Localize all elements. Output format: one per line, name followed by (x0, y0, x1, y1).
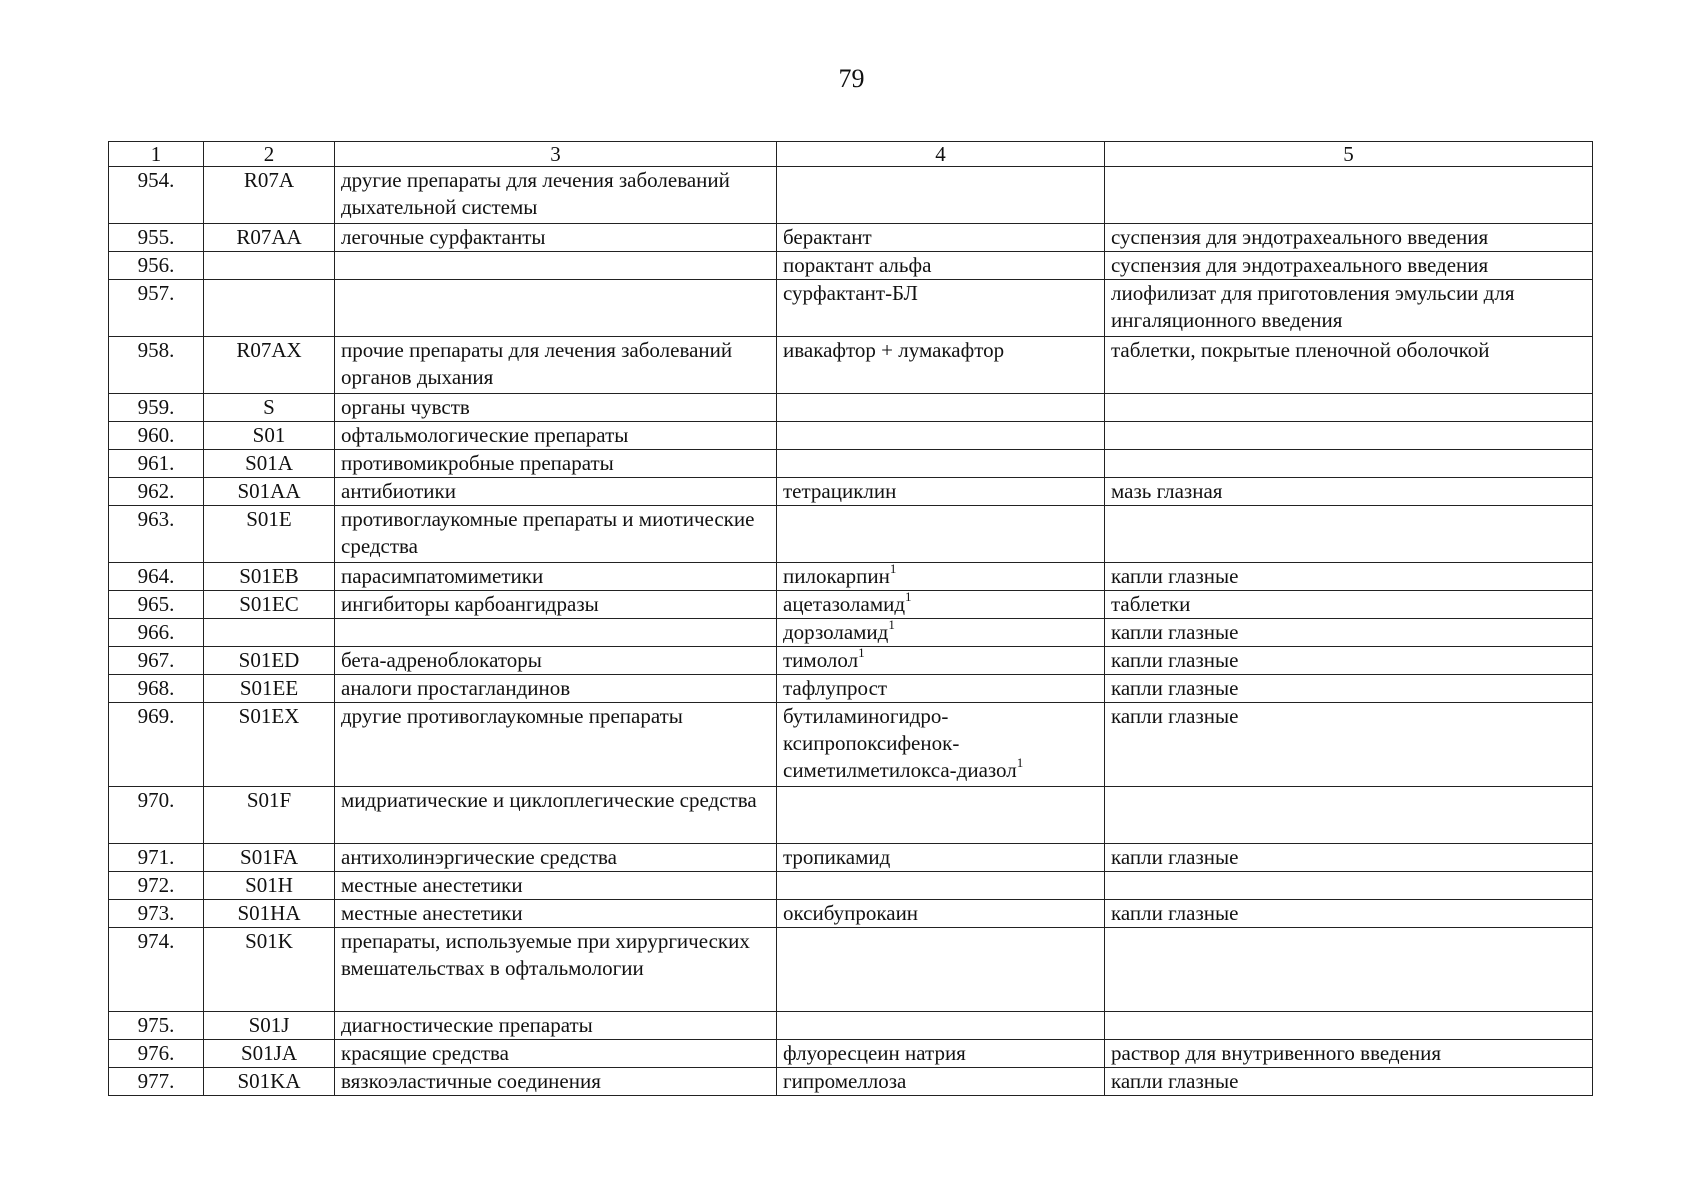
row-number-cell (109, 394, 204, 422)
row-number-cell (109, 1068, 204, 1096)
atc-group-cell-text: легочные сурфактанты (341, 225, 546, 249)
dosage-form-cell (1105, 450, 1593, 478)
atc-group-cell (335, 167, 777, 224)
row-number-cell-text: 970. (137, 788, 175, 812)
row-number-cell (109, 703, 204, 787)
atc-code-cell (204, 1040, 335, 1068)
row-number-cell (109, 224, 204, 252)
atc-code-cell-text: S01EB (239, 564, 299, 588)
row-number-cell (109, 422, 204, 450)
atc-group-cell (335, 450, 777, 478)
atc-code-cell (204, 703, 335, 787)
atc-code-cell-text: S (263, 395, 275, 419)
table-row (109, 1040, 1593, 1068)
atc-code-cell-text: S01 (252, 423, 286, 447)
row-number-cell-text: 976. (137, 1041, 175, 1065)
atc-group-cell (335, 703, 777, 787)
drug-name-cell (777, 703, 1105, 787)
footnote-marker: 1 (858, 645, 865, 660)
dosage-form-cell (1105, 844, 1593, 872)
dosage-form-cell (1105, 647, 1593, 675)
atc-group-cell (335, 872, 777, 900)
atc-group-cell-text: препараты, используемые при хирургических вмешательствах в офтальмологии (341, 929, 750, 980)
atc-group-cell (335, 280, 777, 337)
drug-name-cell (777, 675, 1105, 703)
dosage-form-cell-text: капли глазные (1111, 901, 1239, 925)
row-number-cell (109, 280, 204, 337)
dosage-form-cell (1105, 394, 1593, 422)
drug-name-cell (777, 1040, 1105, 1068)
drug-name-cell (777, 450, 1105, 478)
table-row (109, 224, 1593, 252)
row-number-cell (109, 647, 204, 675)
atc-code-cell (204, 1012, 335, 1040)
table-row (109, 619, 1593, 647)
atc-code-cell-text: S01FA (240, 845, 298, 869)
row-number-cell (109, 900, 204, 928)
drug-name-cell (777, 1068, 1105, 1096)
row-number-cell-text: 962. (137, 479, 175, 503)
drug-name-cell-text: тафлупрост (783, 676, 888, 700)
dosage-form-cell-text: таблетки, покрытые пленочной оболочкой (1111, 338, 1490, 362)
drug-name-cell (777, 252, 1105, 280)
table-row (109, 280, 1593, 337)
table-row (109, 703, 1593, 787)
drug-name-cell-text: бутиламиногидро-ксипропоксифенок-симетилметилокса-диазол (783, 704, 1017, 782)
dosage-form-cell (1105, 337, 1593, 394)
row-number-cell-text: 954. (137, 168, 175, 192)
atc-code-cell-text: R07AA (236, 225, 302, 249)
atc-code-cell-text: S01AA (237, 479, 301, 503)
atc-code-cell (204, 563, 335, 591)
atc-code-cell (204, 591, 335, 619)
drug-name-cell (777, 506, 1105, 563)
table-row (109, 647, 1593, 675)
drug-name-cell (777, 280, 1105, 337)
table-row (109, 787, 1593, 844)
table-row (109, 872, 1593, 900)
drug-name-cell (777, 787, 1105, 844)
atc-group-cell (335, 787, 777, 844)
row-number-cell (109, 844, 204, 872)
row-number-cell-text: 973. (137, 901, 175, 925)
atc-group-cell-text: местные анестетики (341, 873, 523, 897)
row-number-cell (109, 252, 204, 280)
atc-code-cell (204, 224, 335, 252)
table-row (109, 252, 1593, 280)
atc-code-cell (204, 506, 335, 563)
table-row (109, 1012, 1593, 1040)
drug-name-cell (777, 928, 1105, 1012)
atc-code-cell-text: S01A (245, 451, 293, 475)
table-row (109, 675, 1593, 703)
atc-code-cell-text: S01F (246, 788, 292, 812)
drug-name-cell (777, 337, 1105, 394)
column-header-2: 2 (204, 142, 335, 167)
row-number-cell-text: 959. (137, 395, 175, 419)
atc-group-cell-text: противомикробные препараты (341, 451, 614, 475)
table-row (109, 506, 1593, 563)
row-number-cell-text: 955. (137, 225, 175, 249)
atc-group-cell (335, 900, 777, 928)
drug-name-cell (777, 167, 1105, 224)
drug-name-cell-text: сурфактант-БЛ (783, 281, 918, 305)
dosage-form-cell (1105, 619, 1593, 647)
atc-group-cell (335, 647, 777, 675)
dosage-form-cell (1105, 900, 1593, 928)
dosage-form-cell (1105, 1068, 1593, 1096)
dosage-form-cell (1105, 563, 1593, 591)
dosage-form-cell-text: капли глазные (1111, 676, 1239, 700)
atc-group-cell (335, 478, 777, 506)
atc-code-cell (204, 675, 335, 703)
dosage-form-cell (1105, 872, 1593, 900)
atc-group-cell-text: антихолинэргические средства (341, 845, 617, 869)
atc-code-cell (204, 394, 335, 422)
table-row (109, 928, 1593, 1012)
table-row (109, 450, 1593, 478)
atc-group-cell-text: мидриатические и циклоплегические средства (341, 788, 757, 812)
footnote-marker: 1 (905, 589, 912, 604)
dosage-form-cell (1105, 591, 1593, 619)
atc-code-cell (204, 450, 335, 478)
row-number-cell-text: 971. (137, 845, 175, 869)
atc-code-cell-text: S01H (245, 873, 293, 897)
row-number-cell-text: 975. (137, 1013, 175, 1037)
atc-group-cell-text: антибиотики (341, 479, 456, 503)
dosage-form-cell-text: капли глазные (1111, 704, 1239, 728)
atc-group-cell (335, 928, 777, 1012)
dosage-form-cell (1105, 703, 1593, 787)
dosage-form-cell-text: раствор для внутривенного введения (1111, 1041, 1442, 1065)
drug-name-cell-text: берактант (783, 225, 872, 249)
atc-group-cell (335, 619, 777, 647)
atc-code-cell-text: S01J (248, 1013, 290, 1037)
table-row (109, 167, 1593, 224)
row-number-cell-text: 964. (137, 564, 175, 588)
row-number-cell-text: 957. (137, 281, 175, 305)
atc-code-cell-text: S01EC (239, 592, 299, 616)
atc-code-cell-text: S01JA (240, 1041, 298, 1065)
dosage-form-cell (1105, 252, 1593, 280)
atc-group-cell-text: ингибиторы карбоангидразы (341, 592, 599, 616)
row-number-cell (109, 928, 204, 1012)
atc-code-cell (204, 422, 335, 450)
page-number: 79 (838, 64, 865, 93)
column-header-5: 5 (1105, 142, 1593, 167)
table-row (109, 563, 1593, 591)
atc-group-cell (335, 1040, 777, 1068)
atc-code-cell-text: S01EX (238, 704, 300, 728)
atc-group-cell (335, 563, 777, 591)
atc-group-cell (335, 394, 777, 422)
dosage-form-cell-text: капли глазные (1111, 1069, 1239, 1093)
atc-code-cell-text: S01HA (237, 901, 301, 925)
table-row (109, 844, 1593, 872)
dosage-form-cell (1105, 224, 1593, 252)
atc-group-cell-text: красящие средства (341, 1041, 509, 1065)
drug-name-cell-text: тропикамид (783, 845, 891, 869)
drug-name-cell (777, 563, 1105, 591)
row-number-cell-text: 969. (137, 704, 175, 728)
atc-group-cell-text: вязкоэластичные соединения (341, 1069, 601, 1093)
dosage-form-cell-text: капли глазные (1111, 845, 1239, 869)
row-number-cell-text: 972. (137, 873, 175, 897)
row-number-cell (109, 675, 204, 703)
row-number-cell-text: 956. (137, 253, 175, 277)
dosage-form-cell-text: лиофилизат для приготовления эмульсии для ингаляционного введения (1111, 281, 1515, 332)
dosage-form-cell-text: капли глазные (1111, 564, 1239, 588)
table-body (109, 167, 1593, 1096)
row-number-cell-text: 961. (137, 451, 175, 475)
atc-code-cell-text: S01E (246, 507, 292, 531)
atc-group-cell-text: прочие препараты для лечения заболеваний органов дыхания (341, 338, 733, 389)
row-number-cell-text: 965. (137, 592, 175, 616)
atc-group-cell-text: аналоги простагландинов (341, 676, 571, 700)
drug-name-cell-text: тимолол (783, 648, 859, 672)
dosage-form-cell (1105, 787, 1593, 844)
atc-group-cell-text: местные анестетики (341, 901, 523, 925)
dosage-form-cell (1105, 675, 1593, 703)
row-number-cell (109, 591, 204, 619)
row-number-cell-text: 967. (137, 648, 175, 672)
atc-code-cell-text: S01KA (237, 1069, 301, 1093)
drug-name-cell (777, 394, 1105, 422)
atc-code-cell (204, 1068, 335, 1096)
atc-code-cell (204, 619, 335, 647)
drug-name-cell (777, 872, 1105, 900)
dosage-form-cell (1105, 928, 1593, 1012)
atc-code-cell (204, 844, 335, 872)
drug-name-cell-text: оксибупрокаин (783, 901, 919, 925)
drug-name-cell-text: тетрациклин (783, 479, 897, 503)
row-number-cell (109, 787, 204, 844)
atc-code-cell-text: S01ED (238, 648, 300, 672)
column-header-4: 4 (777, 142, 1105, 167)
footnote-marker: 1 (889, 561, 897, 576)
atc-code-cell-text: S01K (245, 929, 293, 953)
table-row (109, 1068, 1593, 1096)
row-number-cell (109, 506, 204, 563)
drug-name-cell (777, 478, 1105, 506)
atc-code-cell-text: R07A (243, 168, 295, 192)
row-number-cell-text: 966. (137, 620, 175, 644)
row-number-cell (109, 563, 204, 591)
dosage-form-cell (1105, 1040, 1593, 1068)
drug-name-cell (777, 900, 1105, 928)
drug-name-cell (777, 591, 1105, 619)
atc-group-cell (335, 1068, 777, 1096)
drug-name-cell (777, 844, 1105, 872)
atc-code-cell (204, 337, 335, 394)
drug-name-cell-text: порактант альфа (783, 253, 932, 277)
atc-group-cell (335, 1012, 777, 1040)
drug-name-cell-text: ацетазоламид (783, 592, 906, 616)
column-header-1: 1 (109, 142, 204, 167)
atc-group-cell (335, 506, 777, 563)
dosage-form-cell-text: таблетки (1111, 592, 1191, 616)
atc-code-cell-text: S01EE (239, 676, 299, 700)
row-number-cell (109, 1040, 204, 1068)
atc-group-cell-text: бета-адреноблокаторы (341, 648, 542, 672)
atc-group-cell (335, 422, 777, 450)
drug-name-cell (777, 422, 1105, 450)
atc-group-cell (335, 252, 777, 280)
row-number-cell-text: 958. (137, 338, 175, 362)
atc-code-cell (204, 900, 335, 928)
table-row (109, 900, 1593, 928)
drug-name-cell-text: ивакафтор + лумакафтор (783, 338, 1005, 362)
atc-group-cell-text: органы чувств (341, 395, 470, 419)
atc-group-cell (335, 844, 777, 872)
atc-code-cell (204, 928, 335, 1012)
table-row (109, 337, 1593, 394)
header-row (109, 142, 1593, 167)
row-number-cell (109, 478, 204, 506)
drug-name-cell-text: пилокарпин (783, 564, 890, 588)
dosage-form-cell-text: суспензия для эндотрахеального введения (1111, 253, 1489, 277)
dosage-form-cell (1105, 422, 1593, 450)
row-number-cell-text: 968. (137, 676, 175, 700)
drug-name-cell-text: дорзоламид (783, 620, 889, 644)
atc-code-cell (204, 872, 335, 900)
row-number-cell (109, 872, 204, 900)
atc-group-cell-text: диагностические препараты (341, 1013, 593, 1037)
atc-code-cell (204, 252, 335, 280)
table-row (109, 591, 1593, 619)
atc-code-cell (204, 167, 335, 224)
dosage-form-cell (1105, 506, 1593, 563)
atc-group-cell (335, 675, 777, 703)
row-number-cell-text: 960. (137, 423, 175, 447)
row-number-cell (109, 167, 204, 224)
atc-group-cell-text: противоглаукомные препараты и миотические средства (341, 507, 755, 558)
atc-group-cell (335, 224, 777, 252)
row-number-cell (109, 619, 204, 647)
table-row (109, 422, 1593, 450)
atc-code-cell (204, 787, 335, 844)
footnote-marker: 1 (888, 617, 895, 632)
atc-code-cell (204, 647, 335, 675)
drug-name-cell-text: флуоресцеин натрия (783, 1041, 966, 1065)
atc-group-cell (335, 337, 777, 394)
atc-code-cell (204, 478, 335, 506)
table-row (109, 478, 1593, 506)
atc-group-cell (335, 591, 777, 619)
dosage-form-cell (1105, 280, 1593, 337)
drug-name-cell-text: гипромеллоза (783, 1069, 907, 1093)
row-number-cell (109, 1012, 204, 1040)
drug-table (108, 141, 1593, 1096)
row-number-cell-text: 974. (137, 929, 175, 953)
atc-code-cell (204, 280, 335, 337)
drug-name-cell (777, 647, 1105, 675)
footnote-marker: 1 (1016, 755, 1024, 770)
table-row (109, 394, 1593, 422)
atc-group-cell-text: офтальмологические препараты (341, 423, 629, 447)
drug-name-cell (777, 224, 1105, 252)
dosage-form-cell-text: капли глазные (1111, 648, 1239, 672)
drug-name-cell (777, 619, 1105, 647)
row-number-cell (109, 337, 204, 394)
atc-code-cell-text: R07AX (236, 338, 302, 362)
dosage-form-cell-text: мазь глазная (1111, 479, 1223, 503)
dosage-form-cell (1105, 478, 1593, 506)
row-number-cell (109, 450, 204, 478)
atc-group-cell-text: другие противоглаукомные препараты (341, 704, 683, 728)
dosage-form-cell-text: суспензия для эндотрахеального введения (1111, 225, 1489, 249)
row-number-cell-text: 963. (137, 507, 175, 531)
row-number-cell-text: 977. (137, 1069, 175, 1093)
dosage-form-cell (1105, 1012, 1593, 1040)
atc-group-cell-text: парасимпатомиметики (341, 564, 544, 588)
dosage-form-cell (1105, 167, 1593, 224)
dosage-form-cell-text: капли глазные (1111, 620, 1239, 644)
atc-group-cell-text: другие препараты для лечения заболеваний дыхательной системы (341, 168, 730, 219)
drug-name-cell (777, 1012, 1105, 1040)
column-header-3: 3 (335, 142, 777, 167)
